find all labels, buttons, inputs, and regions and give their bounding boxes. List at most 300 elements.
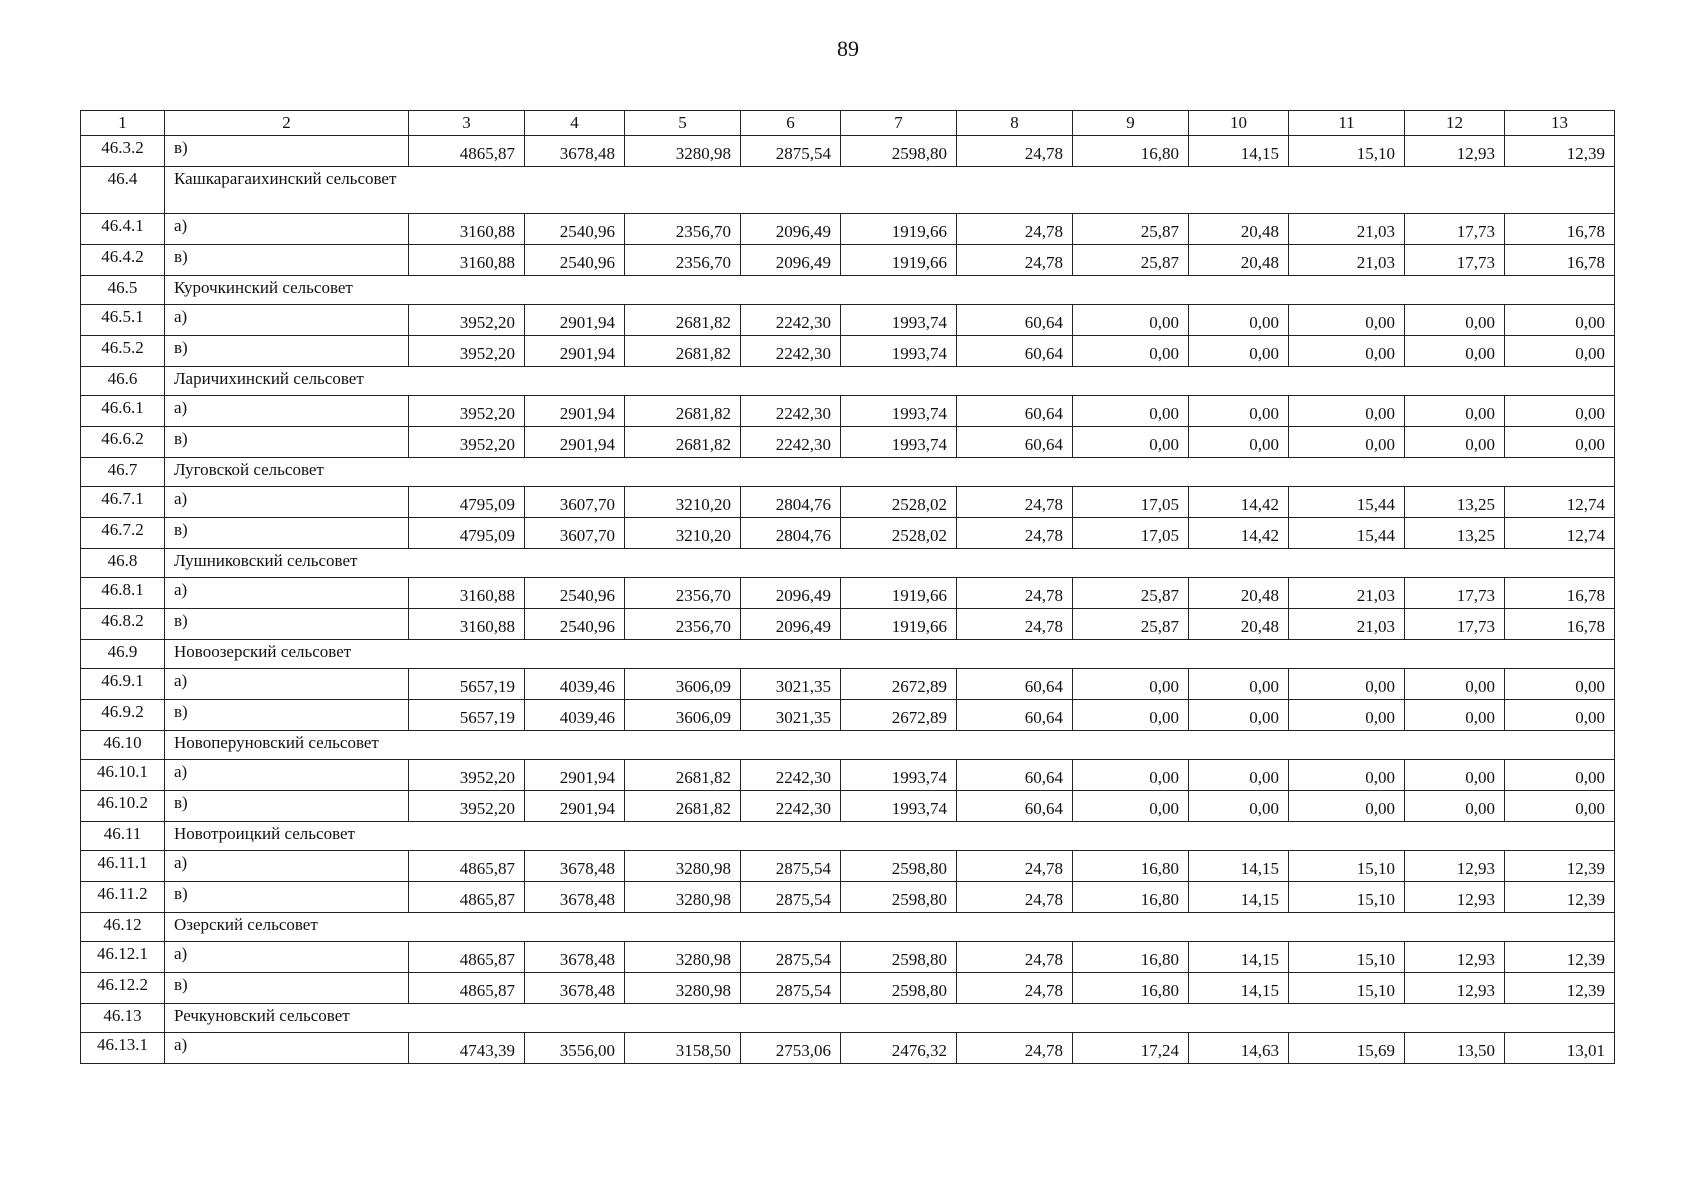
- value-cell: 16,78: [1505, 609, 1615, 640]
- value-cell: 24,78: [957, 882, 1073, 913]
- value-cell: 3021,35: [741, 669, 841, 700]
- value-cell: 0,00: [1505, 427, 1615, 458]
- value-cell: 3280,98: [625, 942, 741, 973]
- value-cell: 4795,09: [409, 518, 525, 549]
- row-code: 46.12: [81, 913, 165, 942]
- table-row: [81, 851, 1615, 882]
- value-cell: 2901,94: [525, 336, 625, 367]
- value-cell: 60,64: [957, 336, 1073, 367]
- row-code: 46.6: [81, 367, 165, 396]
- value-cell: 2356,70: [625, 214, 741, 245]
- value-cell: 3678,48: [525, 851, 625, 882]
- page-number: 89: [837, 36, 859, 61]
- settlement-name: Курочкинский сельсовет: [165, 276, 1615, 305]
- row-subitem: а): [165, 851, 409, 882]
- value-cell: 1993,74: [841, 336, 957, 367]
- value-cell: 12,93: [1405, 973, 1505, 1004]
- value-cell: 12,39: [1505, 942, 1615, 973]
- value-cell: 2242,30: [741, 336, 841, 367]
- group-row: [81, 640, 1615, 669]
- value-cell: 0,00: [1189, 396, 1289, 427]
- row-code: 46.6.1: [81, 396, 165, 427]
- value-cell: 25,87: [1073, 214, 1189, 245]
- value-cell: 17,05: [1073, 518, 1189, 549]
- value-cell: 60,64: [957, 791, 1073, 822]
- row-code: 46.13.1: [81, 1033, 165, 1064]
- value-cell: 0,00: [1289, 427, 1405, 458]
- value-cell: 14,15: [1189, 851, 1289, 882]
- value-cell: 15,69: [1289, 1033, 1405, 1064]
- table-row: [81, 427, 1615, 458]
- settlement-name: Новотроицкий сельсовет: [165, 822, 1615, 851]
- table-row: [81, 518, 1615, 549]
- column-header: 9: [1073, 111, 1189, 136]
- value-cell: 3280,98: [625, 136, 741, 167]
- value-cell: 2598,80: [841, 973, 957, 1004]
- value-cell: 15,44: [1289, 518, 1405, 549]
- value-cell: 2598,80: [841, 136, 957, 167]
- value-cell: 0,00: [1073, 669, 1189, 700]
- value-cell: 3160,88: [409, 214, 525, 245]
- value-cell: 3952,20: [409, 396, 525, 427]
- value-cell: 3160,88: [409, 609, 525, 640]
- value-cell: 24,78: [957, 245, 1073, 276]
- table-row: [81, 760, 1615, 791]
- value-cell: 4743,39: [409, 1033, 525, 1064]
- value-cell: 15,10: [1289, 136, 1405, 167]
- column-header: 10: [1189, 111, 1289, 136]
- value-cell: 21,03: [1289, 609, 1405, 640]
- value-cell: 12,39: [1505, 851, 1615, 882]
- value-cell: 2804,76: [741, 518, 841, 549]
- value-cell: 60,64: [957, 427, 1073, 458]
- value-cell: 0,00: [1505, 760, 1615, 791]
- value-cell: 16,78: [1505, 245, 1615, 276]
- value-cell: 15,10: [1289, 973, 1405, 1004]
- value-cell: 16,80: [1073, 851, 1189, 882]
- group-row: [81, 913, 1615, 942]
- value-cell: 0,00: [1189, 336, 1289, 367]
- settlement-name: Кашкарагаихинский сельсовет: [165, 167, 1615, 214]
- value-cell: 25,87: [1073, 609, 1189, 640]
- settlement-name: Луговской сельсовет: [165, 458, 1615, 487]
- row-subitem: а): [165, 942, 409, 973]
- value-cell: 4865,87: [409, 851, 525, 882]
- value-cell: 0,00: [1289, 791, 1405, 822]
- value-cell: 2875,54: [741, 973, 841, 1004]
- column-header: 3: [409, 111, 525, 136]
- value-cell: 0,00: [1505, 336, 1615, 367]
- value-cell: 3210,20: [625, 487, 741, 518]
- value-cell: 21,03: [1289, 245, 1405, 276]
- value-cell: 3606,09: [625, 669, 741, 700]
- group-row: [81, 367, 1615, 396]
- value-cell: 16,80: [1073, 942, 1189, 973]
- value-cell: 4865,87: [409, 942, 525, 973]
- row-code: 46.10.1: [81, 760, 165, 791]
- value-cell: 2242,30: [741, 396, 841, 427]
- value-cell: 2672,89: [841, 669, 957, 700]
- value-cell: 3952,20: [409, 760, 525, 791]
- value-cell: 3952,20: [409, 305, 525, 336]
- settlement-name: Лушниковский сельсовет: [165, 549, 1615, 578]
- column-header: 13: [1505, 111, 1615, 136]
- value-cell: 12,74: [1505, 518, 1615, 549]
- value-cell: 2540,96: [525, 214, 625, 245]
- value-cell: 14,15: [1189, 882, 1289, 913]
- value-cell: 3678,48: [525, 973, 625, 1004]
- value-cell: 1919,66: [841, 609, 957, 640]
- value-cell: 2681,82: [625, 427, 741, 458]
- row-code: 46.8: [81, 549, 165, 578]
- row-subitem: в): [165, 518, 409, 549]
- value-cell: 20,48: [1189, 578, 1289, 609]
- value-cell: 2598,80: [841, 851, 957, 882]
- table-row: [81, 578, 1615, 609]
- value-cell: 3160,88: [409, 578, 525, 609]
- value-cell: 3280,98: [625, 851, 741, 882]
- value-cell: 14,42: [1189, 487, 1289, 518]
- row-code: 46.5: [81, 276, 165, 305]
- value-cell: 3607,70: [525, 518, 625, 549]
- value-cell: 0,00: [1189, 305, 1289, 336]
- value-cell: 3021,35: [741, 700, 841, 731]
- value-cell: 0,00: [1505, 305, 1615, 336]
- value-cell: 12,93: [1405, 851, 1505, 882]
- value-cell: 2356,70: [625, 578, 741, 609]
- value-cell: 16,80: [1073, 882, 1189, 913]
- row-subitem: а): [165, 305, 409, 336]
- value-cell: 2540,96: [525, 609, 625, 640]
- column-header: 7: [841, 111, 957, 136]
- value-cell: 25,87: [1073, 578, 1189, 609]
- value-cell: 4865,87: [409, 136, 525, 167]
- row-code: 46.10.2: [81, 791, 165, 822]
- value-cell: 13,25: [1405, 518, 1505, 549]
- value-cell: 2681,82: [625, 305, 741, 336]
- row-subitem: а): [165, 669, 409, 700]
- tariff-table: [80, 110, 1615, 1064]
- value-cell: 12,39: [1505, 136, 1615, 167]
- value-cell: 24,78: [957, 136, 1073, 167]
- value-cell: 0,00: [1505, 791, 1615, 822]
- value-cell: 4795,09: [409, 487, 525, 518]
- value-cell: 0,00: [1189, 791, 1289, 822]
- value-cell: 15,44: [1289, 487, 1405, 518]
- value-cell: 12,39: [1505, 882, 1615, 913]
- value-cell: 2875,54: [741, 851, 841, 882]
- table-row: [81, 609, 1615, 640]
- value-cell: 24,78: [957, 851, 1073, 882]
- value-cell: 2540,96: [525, 578, 625, 609]
- table-body: [81, 111, 1615, 1064]
- value-cell: 15,10: [1289, 882, 1405, 913]
- row-subitem: в): [165, 609, 409, 640]
- value-cell: 14,15: [1189, 973, 1289, 1004]
- settlement-name: Ларичихинский сельсовет: [165, 367, 1615, 396]
- row-code: 46.9.2: [81, 700, 165, 731]
- value-cell: 2356,70: [625, 609, 741, 640]
- value-cell: 13,50: [1405, 1033, 1505, 1064]
- value-cell: 2598,80: [841, 882, 957, 913]
- row-subitem: в): [165, 973, 409, 1004]
- settlement-name: Новоперуновский сельсовет: [165, 731, 1615, 760]
- value-cell: 0,00: [1289, 305, 1405, 336]
- value-cell: 2242,30: [741, 427, 841, 458]
- value-cell: 5657,19: [409, 669, 525, 700]
- column-header: 5: [625, 111, 741, 136]
- value-cell: 0,00: [1289, 700, 1405, 731]
- column-header: 2: [165, 111, 409, 136]
- value-cell: 2540,96: [525, 245, 625, 276]
- row-code: 46.5.2: [81, 336, 165, 367]
- value-cell: 24,78: [957, 1033, 1073, 1064]
- value-cell: 2901,94: [525, 305, 625, 336]
- row-code: 46.8.1: [81, 578, 165, 609]
- value-cell: 24,78: [957, 578, 1073, 609]
- value-cell: 2875,54: [741, 942, 841, 973]
- table-row: [81, 487, 1615, 518]
- value-cell: 2356,70: [625, 245, 741, 276]
- value-cell: 2476,32: [841, 1033, 957, 1064]
- value-cell: 17,05: [1073, 487, 1189, 518]
- value-cell: 0,00: [1073, 427, 1189, 458]
- value-cell: 17,73: [1405, 214, 1505, 245]
- value-cell: 4039,46: [525, 700, 625, 731]
- row-code: 46.13: [81, 1004, 165, 1033]
- value-cell: 0,00: [1189, 427, 1289, 458]
- value-cell: 3210,20: [625, 518, 741, 549]
- value-cell: 3952,20: [409, 791, 525, 822]
- value-cell: 20,48: [1189, 609, 1289, 640]
- row-code: 46.6.2: [81, 427, 165, 458]
- value-cell: 2901,94: [525, 427, 625, 458]
- value-cell: 2753,06: [741, 1033, 841, 1064]
- table-row: [81, 245, 1615, 276]
- column-number-row: [81, 111, 1615, 136]
- value-cell: 3678,48: [525, 942, 625, 973]
- value-cell: 3952,20: [409, 427, 525, 458]
- table-row: [81, 305, 1615, 336]
- row-subitem: а): [165, 396, 409, 427]
- row-subitem: в): [165, 700, 409, 731]
- value-cell: 20,48: [1189, 245, 1289, 276]
- column-header: 8: [957, 111, 1073, 136]
- value-cell: 0,00: [1405, 700, 1505, 731]
- column-header: 4: [525, 111, 625, 136]
- value-cell: 15,10: [1289, 851, 1405, 882]
- column-header: 12: [1405, 111, 1505, 136]
- value-cell: 2875,54: [741, 882, 841, 913]
- value-cell: 60,64: [957, 396, 1073, 427]
- value-cell: 16,78: [1505, 578, 1615, 609]
- value-cell: 14,15: [1189, 942, 1289, 973]
- group-row: [81, 1004, 1615, 1033]
- value-cell: 0,00: [1073, 760, 1189, 791]
- value-cell: 0,00: [1505, 700, 1615, 731]
- value-cell: 2681,82: [625, 396, 741, 427]
- value-cell: 12,93: [1405, 942, 1505, 973]
- value-cell: 0,00: [1073, 305, 1189, 336]
- row-code: 46.7: [81, 458, 165, 487]
- value-cell: 3952,20: [409, 336, 525, 367]
- value-cell: 3556,00: [525, 1033, 625, 1064]
- value-cell: 3160,88: [409, 245, 525, 276]
- value-cell: 0,00: [1289, 336, 1405, 367]
- value-cell: 0,00: [1289, 760, 1405, 791]
- row-code: 46.12.1: [81, 942, 165, 973]
- value-cell: 24,78: [957, 518, 1073, 549]
- value-cell: 24,78: [957, 973, 1073, 1004]
- row-code: 46.12.2: [81, 973, 165, 1004]
- row-code: 46.9: [81, 640, 165, 669]
- table-row: [81, 136, 1615, 167]
- value-cell: 60,64: [957, 700, 1073, 731]
- value-cell: 16,80: [1073, 973, 1189, 1004]
- table-row: [81, 942, 1615, 973]
- value-cell: 16,78: [1505, 214, 1615, 245]
- row-subitem: в): [165, 136, 409, 167]
- table-row: [81, 396, 1615, 427]
- row-code: 46.5.1: [81, 305, 165, 336]
- value-cell: 12,93: [1405, 136, 1505, 167]
- value-cell: 2096,49: [741, 214, 841, 245]
- value-cell: 13,25: [1405, 487, 1505, 518]
- value-cell: 5657,19: [409, 700, 525, 731]
- value-cell: 2598,80: [841, 942, 957, 973]
- value-cell: 24,78: [957, 487, 1073, 518]
- row-subitem: в): [165, 882, 409, 913]
- value-cell: 2681,82: [625, 791, 741, 822]
- row-code: 46.7.1: [81, 487, 165, 518]
- value-cell: 0,00: [1505, 396, 1615, 427]
- group-row: [81, 276, 1615, 305]
- value-cell: 2096,49: [741, 245, 841, 276]
- group-row: [81, 167, 1615, 214]
- value-cell: 2901,94: [525, 791, 625, 822]
- value-cell: 60,64: [957, 305, 1073, 336]
- value-cell: 3678,48: [525, 136, 625, 167]
- value-cell: 24,78: [957, 214, 1073, 245]
- row-subitem: а): [165, 487, 409, 518]
- value-cell: 2901,94: [525, 760, 625, 791]
- value-cell: 17,73: [1405, 578, 1505, 609]
- value-cell: 12,93: [1405, 882, 1505, 913]
- value-cell: 0,00: [1073, 336, 1189, 367]
- row-code: 46.4.2: [81, 245, 165, 276]
- value-cell: 14,15: [1189, 136, 1289, 167]
- value-cell: 13,01: [1505, 1033, 1615, 1064]
- value-cell: 2096,49: [741, 578, 841, 609]
- row-code: 46.7.2: [81, 518, 165, 549]
- value-cell: 12,74: [1505, 487, 1615, 518]
- value-cell: 16,80: [1073, 136, 1189, 167]
- value-cell: 21,03: [1289, 214, 1405, 245]
- column-header: 6: [741, 111, 841, 136]
- row-subitem: в): [165, 427, 409, 458]
- value-cell: 3280,98: [625, 882, 741, 913]
- row-subitem: а): [165, 1033, 409, 1064]
- value-cell: 4865,87: [409, 973, 525, 1004]
- table-row: [81, 700, 1615, 731]
- value-cell: 2528,02: [841, 487, 957, 518]
- value-cell: 0,00: [1189, 669, 1289, 700]
- table-row: [81, 336, 1615, 367]
- row-code: 46.10: [81, 731, 165, 760]
- row-code: 46.8.2: [81, 609, 165, 640]
- row-code: 46.9.1: [81, 669, 165, 700]
- group-row: [81, 549, 1615, 578]
- value-cell: 1993,74: [841, 791, 957, 822]
- value-cell: 3606,09: [625, 700, 741, 731]
- value-cell: 0,00: [1405, 305, 1505, 336]
- value-cell: 3280,98: [625, 973, 741, 1004]
- row-code: 46.3.2: [81, 136, 165, 167]
- value-cell: 17,73: [1405, 245, 1505, 276]
- value-cell: 0,00: [1189, 700, 1289, 731]
- value-cell: 0,00: [1405, 760, 1505, 791]
- value-cell: 4039,46: [525, 669, 625, 700]
- value-cell: 2242,30: [741, 791, 841, 822]
- row-code: 46.11.2: [81, 882, 165, 913]
- row-code: 46.4: [81, 167, 165, 214]
- row-subitem: а): [165, 214, 409, 245]
- table-row: [81, 1033, 1615, 1064]
- table-row: [81, 669, 1615, 700]
- column-header: 1: [81, 111, 165, 136]
- value-cell: 15,10: [1289, 942, 1405, 973]
- group-row: [81, 731, 1615, 760]
- value-cell: 14,42: [1189, 518, 1289, 549]
- value-cell: 2901,94: [525, 396, 625, 427]
- value-cell: 0,00: [1189, 760, 1289, 791]
- value-cell: 21,03: [1289, 578, 1405, 609]
- value-cell: 2681,82: [625, 760, 741, 791]
- value-cell: 17,24: [1073, 1033, 1189, 1064]
- row-subitem: в): [165, 791, 409, 822]
- value-cell: 60,64: [957, 760, 1073, 791]
- value-cell: 2096,49: [741, 609, 841, 640]
- settlement-name: Речкуновский сельсовет: [165, 1004, 1615, 1033]
- value-cell: 2681,82: [625, 336, 741, 367]
- value-cell: 3678,48: [525, 882, 625, 913]
- value-cell: 60,64: [957, 669, 1073, 700]
- value-cell: 0,00: [1505, 669, 1615, 700]
- table-row: [81, 791, 1615, 822]
- value-cell: 2528,02: [841, 518, 957, 549]
- value-cell: 0,00: [1289, 669, 1405, 700]
- value-cell: 4865,87: [409, 882, 525, 913]
- value-cell: 14,63: [1189, 1033, 1289, 1064]
- row-subitem: а): [165, 760, 409, 791]
- value-cell: 0,00: [1405, 791, 1505, 822]
- value-cell: 0,00: [1405, 669, 1505, 700]
- value-cell: 0,00: [1405, 396, 1505, 427]
- value-cell: 0,00: [1073, 791, 1189, 822]
- value-cell: 12,39: [1505, 973, 1615, 1004]
- settlement-name: Озерский сельсовет: [165, 913, 1615, 942]
- table-row: [81, 882, 1615, 913]
- value-cell: 0,00: [1405, 336, 1505, 367]
- value-cell: 1919,66: [841, 245, 957, 276]
- value-cell: 1919,66: [841, 214, 957, 245]
- row-code: 46.11: [81, 822, 165, 851]
- value-cell: 1993,74: [841, 427, 957, 458]
- table-row: [81, 973, 1615, 1004]
- value-cell: 0,00: [1289, 396, 1405, 427]
- value-cell: 1919,66: [841, 578, 957, 609]
- settlement-name: Новоозерский сельсовет: [165, 640, 1615, 669]
